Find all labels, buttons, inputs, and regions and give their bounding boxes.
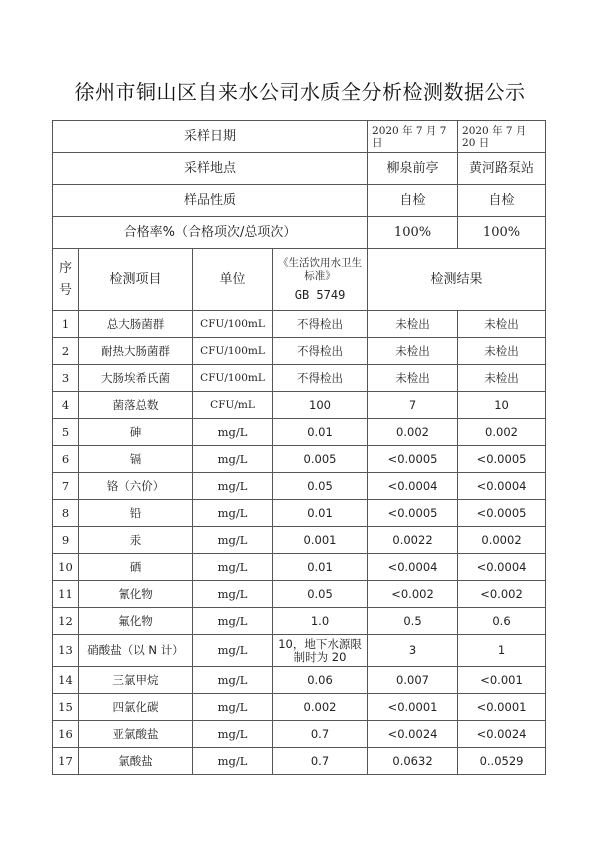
result-2: 0.0002: [458, 527, 546, 554]
item-name: 汞: [79, 527, 193, 554]
unit-value: mg/L: [193, 581, 273, 608]
result-2: 0.002: [458, 419, 546, 446]
sampling-date-label: 采样日期: [53, 121, 368, 153]
item-header: 检测项目: [79, 249, 193, 311]
nature-1: 自检: [368, 185, 458, 217]
table-row: [53, 721, 546, 748]
unit-value: mg/L: [193, 748, 273, 775]
row-number: 17: [53, 748, 79, 775]
item-name: 菌落总数: [79, 392, 193, 419]
unit-value: mg/L: [193, 554, 273, 581]
result-2: 未检出: [458, 365, 546, 392]
item-name: 大肠埃希氏菌: [79, 365, 193, 392]
result-1: <0.0005: [368, 446, 458, 473]
table-row: [53, 311, 546, 338]
site-2: 黄河路泵站: [458, 153, 546, 185]
site-1: 柳泉前亭: [368, 153, 458, 185]
sampling-site-label: 采样地点: [53, 153, 368, 185]
table-row: [53, 392, 546, 419]
row-number: 4: [53, 392, 79, 419]
unit-value: CFU/100mL: [193, 338, 273, 365]
standard-limit: 0.05: [273, 473, 368, 500]
standard-limit: 0.7: [273, 748, 368, 775]
item-name: 硝酸盐（以 N 计）: [79, 635, 193, 667]
standard-limit: 1.0: [273, 608, 368, 635]
result-1: 未检出: [368, 338, 458, 365]
item-name: 耐热大肠菌群: [79, 338, 193, 365]
result-2: 0..0529: [458, 748, 546, 775]
item-name: 铬（六价）: [79, 473, 193, 500]
result-2: <0.0024: [458, 721, 546, 748]
item-name: 硒: [79, 554, 193, 581]
item-name: 三氯甲烷: [79, 667, 193, 694]
page-title: 徐州市铜山区自来水公司水质全分析检测数据公示: [74, 80, 526, 104]
item-name: 四氯化碳: [79, 694, 193, 721]
unit-value: mg/L: [193, 667, 273, 694]
unit-value: mg/L: [193, 446, 273, 473]
nature-2: 自检: [458, 185, 546, 217]
table-row: [53, 500, 546, 527]
unit-value: CFU/100mL: [193, 365, 273, 392]
table-row: [53, 365, 546, 392]
table-row: [53, 338, 546, 365]
standard-header: [273, 249, 368, 311]
result-2: <0.0004: [458, 554, 546, 581]
row-number: 9: [53, 527, 79, 554]
standard-header-code: GB 5749: [294, 288, 346, 302]
standard-limit: 0.001: [273, 527, 368, 554]
table-row: [53, 635, 546, 667]
row-number: 2: [53, 338, 79, 365]
item-name: 亚氯酸盐: [79, 721, 193, 748]
standard-limit: 10，地下水源限制时为 20: [273, 635, 368, 667]
table-row: [53, 581, 546, 608]
result-2: 10: [458, 392, 546, 419]
item-name: 氟化物: [79, 608, 193, 635]
standard-limit: 0.005: [273, 446, 368, 473]
result-2: 0.6: [458, 608, 546, 635]
rate-1: 100%: [368, 217, 458, 249]
result-1: 0.002: [368, 419, 458, 446]
result-1: <0.0005: [368, 500, 458, 527]
standard-limit: 0.01: [273, 500, 368, 527]
standard-limit: 不得检出: [273, 311, 368, 338]
standard-header-name: 《生活饮用水卫生标准》: [278, 257, 362, 282]
table-row: [53, 554, 546, 581]
item-name: 铅: [79, 500, 193, 527]
row-number: 16: [53, 721, 79, 748]
result-1: 3: [368, 635, 458, 667]
rate-2: 100%: [458, 217, 546, 249]
result-1: 0.5: [368, 608, 458, 635]
sampling-site-row: [53, 153, 546, 185]
result-2: <0.0004: [458, 473, 546, 500]
result-1: 0.0632: [368, 748, 458, 775]
standard-limit: 不得检出: [273, 365, 368, 392]
standard-limit: 0.01: [273, 554, 368, 581]
unit-value: mg/L: [193, 721, 273, 748]
pass-rate-label: 合格率%（合格项次/总项次）: [53, 217, 368, 249]
result-1: 7: [368, 392, 458, 419]
pass-rate-row: [53, 217, 546, 249]
standard-limit: 0.002: [273, 694, 368, 721]
result-1: <0.0004: [368, 473, 458, 500]
unit-value: mg/L: [193, 527, 273, 554]
table-row: [53, 748, 546, 775]
date-1: 2020 年 7 月 7 日: [368, 121, 458, 153]
row-number: 1: [53, 311, 79, 338]
row-number: 7: [53, 473, 79, 500]
result-2: <0.0005: [458, 500, 546, 527]
unit-value: CFU/100mL: [193, 311, 273, 338]
date-2: 2020 年 7 月 20 日: [458, 121, 546, 153]
result-2: 未检出: [458, 311, 546, 338]
unit-value: mg/L: [193, 608, 273, 635]
row-number: 3: [53, 365, 79, 392]
standard-limit: 不得检出: [273, 338, 368, 365]
sampling-date-row: [53, 121, 546, 153]
result-2: <0.001: [458, 667, 546, 694]
row-number: 13: [53, 635, 79, 667]
unit-value: mg/L: [193, 473, 273, 500]
result-2: <0.0005: [458, 446, 546, 473]
unit-value: mg/L: [193, 419, 273, 446]
result-1: 未检出: [368, 311, 458, 338]
table-row: [53, 694, 546, 721]
sample-nature-label: 样品性质: [53, 185, 368, 217]
result-1: 0.007: [368, 667, 458, 694]
row-number: 5: [53, 419, 79, 446]
unit-header: 单位: [193, 249, 273, 311]
result-1: <0.0004: [368, 554, 458, 581]
standard-limit: 100: [273, 392, 368, 419]
seq-header: 序号: [53, 249, 79, 311]
result-1: 未检出: [368, 365, 458, 392]
table-row: [53, 608, 546, 635]
standard-limit: 0.06: [273, 667, 368, 694]
standard-limit: 0.7: [273, 721, 368, 748]
table-row: [53, 667, 546, 694]
table-row: [53, 419, 546, 446]
result-2: <0.0001: [458, 694, 546, 721]
sample-nature-row: [53, 185, 546, 217]
item-name: 总大肠菌群: [79, 311, 193, 338]
row-number: 8: [53, 500, 79, 527]
row-number: 10: [53, 554, 79, 581]
standard-limit: 0.01: [273, 419, 368, 446]
result-1: <0.0024: [368, 721, 458, 748]
result-1: <0.0001: [368, 694, 458, 721]
result-1: <0.002: [368, 581, 458, 608]
standard-limit: 0.05: [273, 581, 368, 608]
table-row: [53, 527, 546, 554]
column-header-row: [53, 249, 546, 311]
row-number: 14: [53, 667, 79, 694]
table-row: [53, 446, 546, 473]
row-number: 12: [53, 608, 79, 635]
item-name: 氯酸盐: [79, 748, 193, 775]
table-row: [53, 473, 546, 500]
unit-value: mg/L: [193, 635, 273, 667]
result-2: <0.002: [458, 581, 546, 608]
item-name: 镉: [79, 446, 193, 473]
water-quality-table: [52, 120, 546, 775]
item-name: 砷: [79, 419, 193, 446]
row-number: 6: [53, 446, 79, 473]
unit-value: mg/L: [193, 500, 273, 527]
result-1: 0.0022: [368, 527, 458, 554]
item-name: 氰化物: [79, 581, 193, 608]
result-header: 检测结果: [368, 249, 546, 311]
row-number: 11: [53, 581, 79, 608]
row-number: 15: [53, 694, 79, 721]
unit-value: CFU/mL: [193, 392, 273, 419]
unit-value: mg/L: [193, 694, 273, 721]
result-2: 1: [458, 635, 546, 667]
result-2: 未检出: [458, 338, 546, 365]
